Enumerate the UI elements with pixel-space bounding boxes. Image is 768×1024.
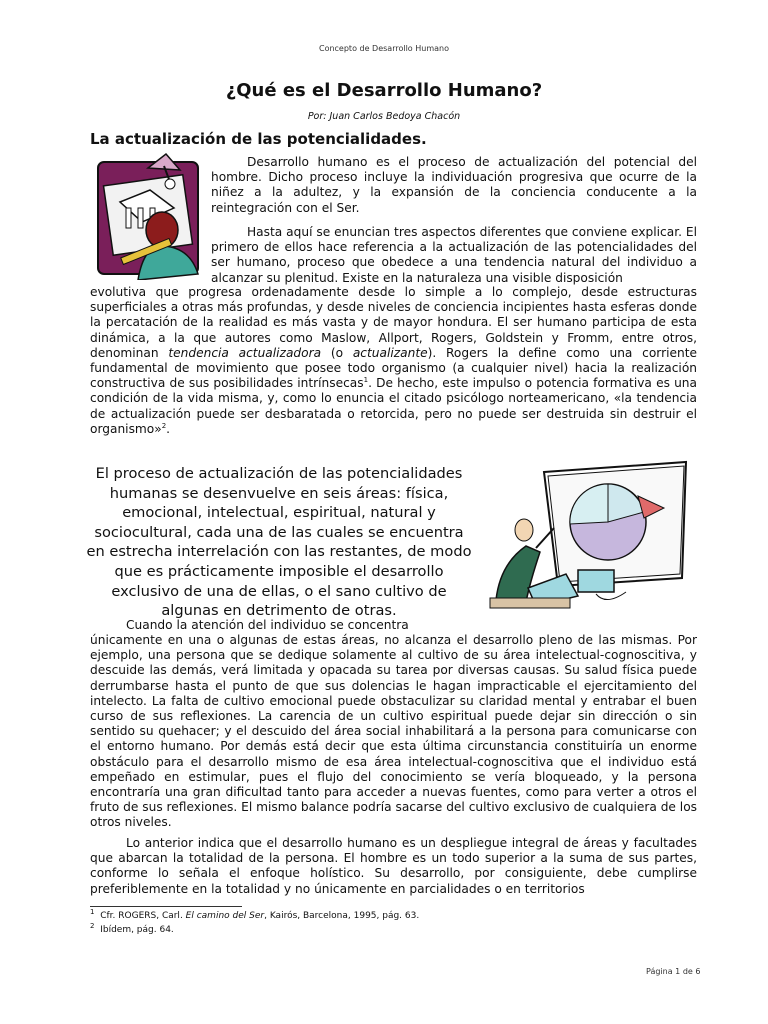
footnote-ref-1[interactable]: 1 bbox=[363, 376, 369, 385]
pie-chart-presentation-icon bbox=[486, 460, 698, 612]
paragraph-2-start: Hasta aquí se enuncian tres aspectos diferentes que conviene explicar. El primero de ellos hace referencia a la actualización de las potencialidades del ser humano, proceso que obedece a una tendencia natural del individuo a alcanzar su plenitud. Existe en la naturaleza una visible disposición bbox=[211, 225, 697, 285]
footnote-separator bbox=[90, 906, 242, 907]
paragraph-4: Lo anterior indica que el desarrollo humano es un despliegue integral de áreas y facultades que abarcan la totalidad de la persona. El hombre es un todo superior a la suma de sus partes, conforme lo señala el enfoque holístico. Su desarrollo, por consiguiente, debe cumplirse preferiblemente en la totalidad y no únicamente en parcialidades o en territorios bbox=[90, 836, 697, 896]
paragraph-3-start: Cuando la atención del individuo se concentra bbox=[126, 618, 409, 632]
page-number: Página 1 de 6 bbox=[646, 967, 701, 976]
paragraph-3-continued: únicamente en una o algunas de estas áreas, no alcanza el desarrollo pleno de las mismas. Por ejemplo, una persona que se dedique solamente al cultivo de su área intelectual-cognoscitiva, y descuide las demás, verá limitada y opacada su tarea por diversas causas. Su salud física puede derrumbarse hasta el punto de que sus dolencias le hagan impracticable el ejercitamiento del intelecto. La falta de cultivo emocional puede obstaculizar su claridad mental y entrabar el buen curso de sus reflexiones. La carencia de un cultivo espiritual puede dejar sin dirección o sin sentido su quehacer; y el descuido del área social inhabilitará a la persona para comunicarse con el entorno humano. Por demás está decir que esta última circunstancia constituiría un enorme obstáculo para el desarrollo mismo de esa área intelectual-cognoscitiva que el individuo está empeñado en estimular, pues el flujo del conocimiento se vería bloqueado, y la persona encontraría una gran dificultad tanto para acceder a nuevas fuentes, como para verter a otros el fruto de sus reflexiones. El mismo balance podría sacarse del cultivo exclusivo de cualquiera de los otros niveles. bbox=[90, 633, 697, 830]
footnote-1: $^1$ Cfr. ROGERS, Carl. El camino del Ser, Kairós, Barcelona, 1995, pág. 63. bbox=[90, 908, 420, 921]
paragraph-2-continued: evolutiva que progresa ordenadamente desde lo simple a lo complejo, desde estructuras superficiales a otras más profundas, y desde niveles de conciencia incipientes hasta esferas donde la percatación de la realidad es más vasta y de mayor hondura. El ser humano participa de esta dinámica, a la que autores como Maslow, Allport, Rogers, Goldstein y Fromm, entre otros, denominan tendencia actualizadora (o actualizante). Rogers la define como una corriente fundamental de movimiento que posee todo organismo (a cualquier nivel) hacia la realización constructiva de sus posibilidades intrínsecas$^1$. De hecho, este impulso o potencia formativa es una condición de la vida misma, y, como lo enuncia el citado psicólogo norteamericano, «la tendencia de actualización puede ser desbaratada o retorcida, pero no puede ser destruida sin destruir el organismo»$^2$. bbox=[90, 285, 698, 436]
author-line: Por: Juan Carlos Bedoya Chacón bbox=[307, 111, 461, 122]
emphasis-actualizante: actualizante bbox=[352, 345, 428, 360]
page-header: Concepto de Desarrollo Humano bbox=[318, 44, 449, 53]
pull-quote: El proceso de actualización de las potencialidades humanas se desenvuelve en seis áreas: física, emocional, intelectual, espiritual, natural y sociocultural, cada una de las cuales se encuentra en estrecha interrelación con las restantes, de modo que es prácticamente imposible el desarrollo exclusivo de una de ellas, o el sano cultivo de algunas en detrimento de otras. bbox=[86, 465, 472, 620]
emphasis-tendencia: tendencia actualizadora bbox=[168, 345, 322, 360]
desk-lamp-drawing-icon bbox=[94, 152, 206, 280]
footnote-ref-2[interactable]: 2 bbox=[161, 421, 167, 430]
page-title: ¿Qué es el Desarrollo Humano? bbox=[225, 80, 543, 101]
footnote-2: $^2$ Ibídem, pág. 64. bbox=[90, 922, 174, 935]
section-title: La actualización de las potencialidades. bbox=[90, 130, 427, 148]
paragraph-1: Desarrollo humano es el proceso de actualización del potencial del hombre. Dicho proceso incluye la individuación progresiva que ocurre de la niñez a la adultez, y la expansión de la conciencia conducente a la reintegración con el Ser. bbox=[211, 155, 697, 215]
